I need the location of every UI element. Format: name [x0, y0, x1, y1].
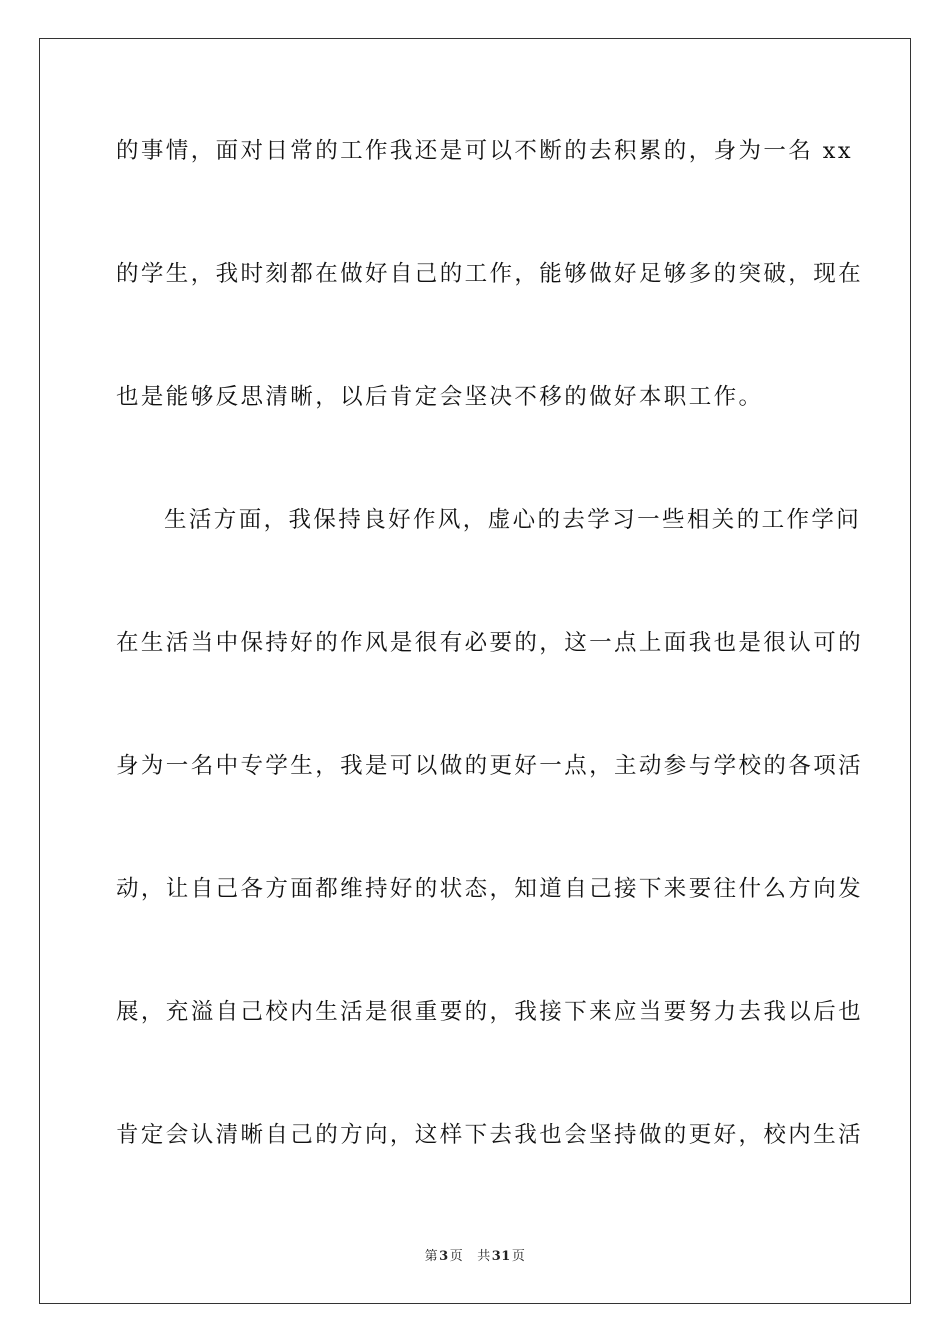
text-line-2: 的学生，我时刻都在做好自己的工作，能够做好足够多的突破，现在 — [116, 261, 864, 287]
text-line-1: 的事情，面对日常的工作我还是可以不断的去积累的，身为一名 xx — [116, 138, 853, 164]
text-line-8: 展，充溢自己校内生活是很重要的，我接下来应当要努力去我以后也 — [116, 999, 864, 1025]
total-prefix: 共 — [477, 1249, 491, 1264]
text-line-4: 生活方面，我保持良好作风，虚心的去学习一些相关的工作学问 — [164, 507, 862, 533]
current-page-number: 3 — [439, 1249, 449, 1264]
text-line-9: 肯定会认清晰自己的方向，这样下去我也会坚持做的更好，校内生活 — [116, 1122, 864, 1148]
text-line-6: 身为一名中专学生，我是可以做的更好一点，主动参与学校的各项活 — [116, 753, 864, 779]
text-line-5: 在生活当中保持好的作风是很有必要的，这一点上面我也是很认可的 — [116, 630, 864, 656]
text-line-3: 也是能够反思清晰，以后肯定会坚决不移的做好本职工作。 — [116, 384, 764, 410]
total-suffix: 页 — [511, 1249, 526, 1264]
total-pages-number: 31 — [491, 1249, 511, 1264]
page-footer — [0, 1245, 950, 1264]
page-prefix: 第 — [424, 1249, 439, 1264]
page-suffix: 页 — [449, 1249, 464, 1264]
text-line-7: 动，让自己各方面都维持好的状态，知道自己接下来要往什么方向发 — [116, 876, 864, 902]
